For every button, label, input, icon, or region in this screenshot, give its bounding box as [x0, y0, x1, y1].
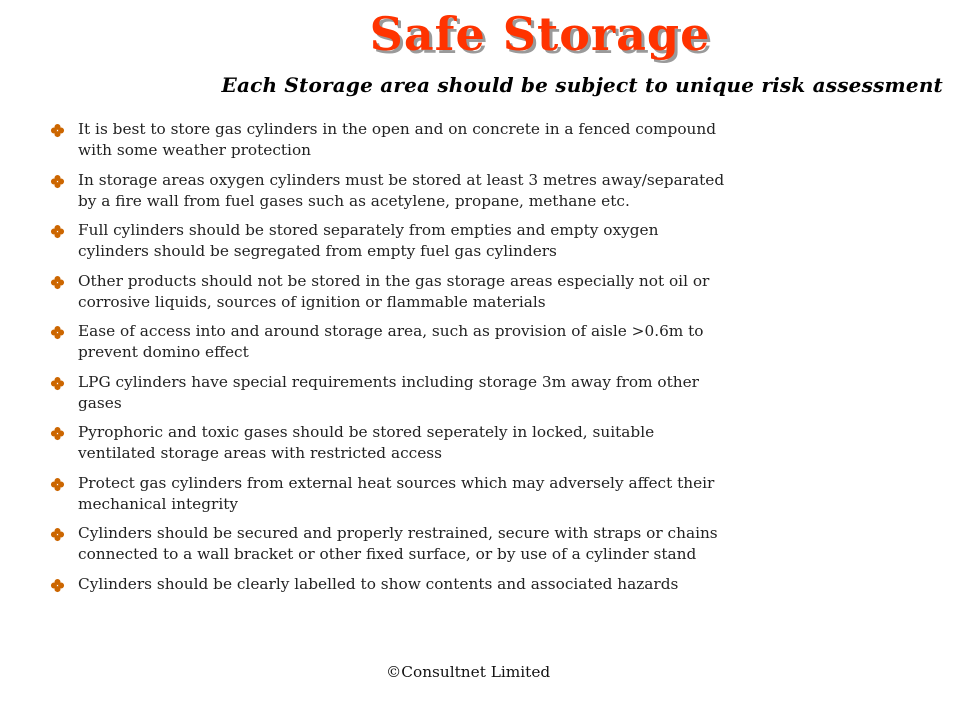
- slide-subtitle: Each Storage area should be subject to unique risk assessment: [221, 73, 943, 97]
- diamond-bullet-icon: [50, 224, 65, 239]
- list-item: [50, 220, 730, 263]
- list-item: [50, 422, 730, 465]
- bullet-text: Ease of access into and around storage area, such as provision of aisle >0.6m to prevent domino effect: [78, 322, 704, 362]
- diamond-bullet-icon: [50, 275, 65, 290]
- diamond-bullet-icon: [50, 527, 65, 542]
- list-item: [50, 170, 730, 213]
- slide-title: Safe Storage: [369, 7, 711, 61]
- bullet-text: LPG cylinders have special requirements including storage 3m away from other gases: [78, 372, 699, 412]
- list-item: [50, 321, 730, 364]
- diamond-bullet-icon: [50, 578, 65, 593]
- bullet-text: Full cylinders should be stored separately from empties and empty oxygen cylinders should be segregated from empty fuel gas cylinders: [78, 221, 659, 261]
- diamond-bullet-icon: [50, 376, 65, 391]
- bullet-list: [50, 119, 730, 603]
- bullet-text: Cylinders should be secured and properly restrained, secure with straps or chains connected to a wall bracket or other fixed surface, or by use of a cylinder stand: [78, 524, 718, 564]
- list-item: [50, 523, 730, 566]
- bullet-text: It is best to store gas cylinders in the open and on concrete in a fenced compound with some weather protection: [78, 120, 717, 160]
- list-item: [50, 473, 730, 516]
- diamond-bullet-icon: [50, 426, 65, 441]
- diamond-bullet-icon: [50, 325, 65, 340]
- bullet-text: Other products should not be stored in the gas storage areas especially not oil or corrosive liquids, sources of ignition or flammable materials: [78, 271, 710, 311]
- list-item: [50, 119, 730, 162]
- list-item: [50, 574, 730, 595]
- diamond-bullet-icon: [50, 477, 65, 492]
- list-item: [50, 372, 730, 415]
- diamond-bullet-icon: [50, 123, 65, 138]
- bullet-text: In storage areas oxygen cylinders must be stored at least 3 metres away/separated by a fire wall from fuel gases such as acetylene, propane, methane etc.: [78, 170, 725, 210]
- list-item: [50, 271, 730, 314]
- bullet-text: Protect gas cylinders from external heat sources which may adversely affect their mechanical integrity: [78, 473, 715, 513]
- copyright-footer: ©Consultnet Limited: [386, 663, 551, 681]
- bullet-text: Pyrophoric and toxic gases should be stored seperately in locked, suitable ventilated storage areas with restricted access: [78, 423, 655, 463]
- diamond-bullet-icon: [50, 174, 65, 189]
- bullet-text: Cylinders should be clearly labelled to show contents and associated hazards: [78, 574, 679, 593]
